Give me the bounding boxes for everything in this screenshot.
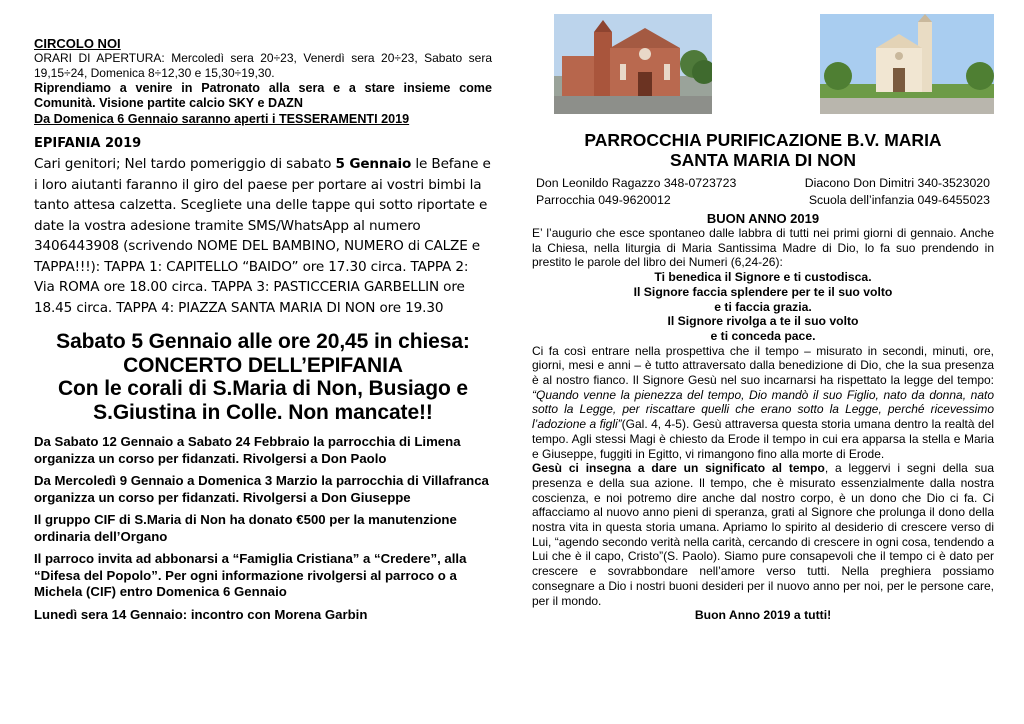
p3-rest: , a leggervi i segni della sua presenza e della sua azione. Il tempo, che è misurato essenzialmente dalla nostra coscienza, e noi potremo dire anche dal nostro corpo, è un dono che Dio ci fa. Ci affacciamo al nuovo anno pieni di speranza, grati al Signore che prolunga il dono della nostra vita in questa storia umana. Apriamo lo spirito al desiderio di crescere verso di Lui, “agendo secondo verità nella carità, cercando di crescere in ogni cosa, tendendo a Lui che è il capo, Cristo”(S. Paolo). Siamo pure consapevoli che il tempo ci è dato per crescere e sovrabbondare nell’amore verso tutti. Nella preghiera possiamo consegnare a Dio i nostri buoni desideri per il nuovo anno per noi, per le persone care, per il mondo. <box>532 461 995 608</box>
contacts-row <box>532 192 994 209</box>
notice-item: Il parroco invita ad abbonarsi a “Famiglia Cristiana” a “Credere”, alla “Difesa del Popolo”. Per ogni informazione rivolgersi al parroco o a Michela (CIF) entro Domenica 6 Gennaio <box>34 551 467 599</box>
notice-item: Lunedì sera 14 Gennaio: incontro con Morena Garbin <box>34 606 368 622</box>
notices-list <box>34 434 492 623</box>
p2-text-a: Ci fa così entrare nella prospettiva che il tempo – misurato in secondi, minuti, ore, giorni, mesi e anni – è tutto attraversato dalla benedizione di Dio, che la sua presenza è al nostro fianco. Il Signore Gesù nel suo incarnarsi ha rispettato la legge del tempo: <box>532 343 994 388</box>
left-column <box>34 36 492 623</box>
church-photos <box>532 14 994 114</box>
blessing-line: Il Signore rivolga a te il suo volto <box>667 314 859 329</box>
contact-parish: Parrocchia 049-9620012 <box>536 193 671 207</box>
buon-anno-closing: Buon Anno 2019 a tutti! <box>694 608 832 623</box>
circolo-invite: Riprendiamo a venire in Patronato alla sera e a stare insieme come Comunità. Visione partite calcio SKY e DAZN <box>34 81 492 110</box>
notice-item: Il gruppo CIF di S.Maria di Non ha donato €500 per la manutenzione ordinaria dell’Organo <box>34 512 457 544</box>
contact-school: Scuola dell’infanzia 049-6455023 <box>808 193 990 207</box>
epifania-title: EPIFANIA 2019 <box>34 136 142 151</box>
church-photo-facade-image <box>820 14 994 114</box>
circolo-membership: Da Domenica 6 Gennaio saranno aperti i TESSERAMENTI 2019 <box>34 112 410 126</box>
concert-line3: Con le corali di S.Maria di Non, Busiago e S.Giustina in Colle. Non mancate!! <box>57 377 469 424</box>
contacts <box>532 175 994 209</box>
p3-bold: Gesù ci insegna a dare un significato al tempo <box>532 461 825 476</box>
notice-item: Da Sabato 12 Gennaio a Sabato 24 Febbraio la parrocchia di Limena organizza un corso per fidanzati. Rivolgersi a Don Paolo <box>34 434 461 466</box>
right-column <box>532 14 994 623</box>
notice-item: Da Mercoledì 9 Gennaio a Domenica 3 Marzio la parrocchia di Villafranca organizza un corso per fidanzati. Rivolgersi a Don Giuseppe <box>34 473 489 505</box>
blessing-line: e ti faccia grazia. <box>714 299 812 314</box>
blessing <box>532 270 994 344</box>
epifania-date: 5 Gennaio <box>335 156 412 172</box>
circolo-section <box>34 36 492 127</box>
church-photo-facade <box>820 14 994 114</box>
concert-announcement <box>34 330 492 424</box>
contact-deacon: Diacono Don Dimitri 340-3523020 <box>804 176 990 190</box>
blessing-line: e ti conceda pace. <box>710 328 816 343</box>
buon-anno-paragraph-3 <box>532 461 994 608</box>
blessing-line: Ti benedica il Signore e ti custodisca. <box>654 270 872 285</box>
epifania-section <box>34 135 492 318</box>
circolo-hours: ORARI DI APERTURA: Mercoledì sera 20÷23, Venerdì sera 20÷23, Sabato sera 19,15÷24, Domenica 8÷12,30 e 15,30÷19,30. <box>34 51 492 80</box>
parish-title <box>532 130 994 170</box>
p2-text-b: (Gal. 4, 4-5). Gesù attraversa questa storia umana dentro la realtà del tempo. Agli stessi Magi è chiesto da Erode il tempo in cui era apparsa la stella e Maria e Giuseppe, fuggiti in Egitto, vi rimangono fino alla morte di Erode. <box>532 417 994 461</box>
buon-anno-intro: E’ l’augurio che esce spontaneo dalle labbra di tutti nei primi giorni di gennaio. Anche la Chiesa, nella liturgia di Maria Santissima Madre di Dio, lo fa suo prendendo in prestito le parole del libro dei Numeri (6,24-26): <box>532 226 994 270</box>
church-photo-brick-image <box>554 14 712 114</box>
concert-line1: Sabato 5 Gennaio alle ore 20,45 in chiesa: <box>56 330 470 353</box>
contact-priest: Don Leonildo Ragazzo 348-0723723 <box>536 176 737 190</box>
epifania-body-b: le Befane e i loro aiutanti faranno il giro del paese per portare ai vostri bimbi la tanto attesa calzetta. Scegliete una delle tappe qui sotto riportate e date la vostra adesione tramite SMS/WhatsApp al numero 3406443908 (scrivendo NOME DEL BAMBINO, NUMERO di CALZE e TAPPA!!!): TAPPA 1: CAPITELLO “BAIDO” ore 17.30 circa. TAPPA 2: Via ROMA ore 18.00 circa. TAPPA 3: PASTICCERIA GARBELLIN ore 18.45 circa. TAPPA 4: PIAZZA SANTA MARIA DI NON ore 19.30 <box>34 156 491 316</box>
parish-name: PARROCCHIA PURIFICAZIONE B.V. MARIA <box>584 130 942 150</box>
blessing-line: Il Signore faccia splendere per te il suo volto <box>633 284 893 299</box>
circolo-title: CIRCOLO NOI <box>34 36 121 51</box>
epifania-body-a: Cari genitori; Nel tardo pomeriggio di sabato <box>34 156 336 172</box>
epifania-body <box>34 154 492 318</box>
contacts-row <box>532 175 994 192</box>
p2-quote: “Quando venne la pienezza del tempo, Dio mandò il suo Figlio, nato da donna, nato sotto la Legge, per riscattare quelli che erano sotto la Legge, perché ricevessimo l’adozione a figli” <box>532 387 994 432</box>
concert-line2: CONCERTO DELL’EPIFANIA <box>123 353 403 377</box>
parish-location: SANTA MARIA DI NON <box>669 150 856 170</box>
buon-anno-section <box>532 211 994 623</box>
buon-anno-paragraph-2 <box>532 344 994 462</box>
church-photo-brick <box>554 14 712 114</box>
buon-anno-title: BUON ANNO 2019 <box>706 211 820 226</box>
